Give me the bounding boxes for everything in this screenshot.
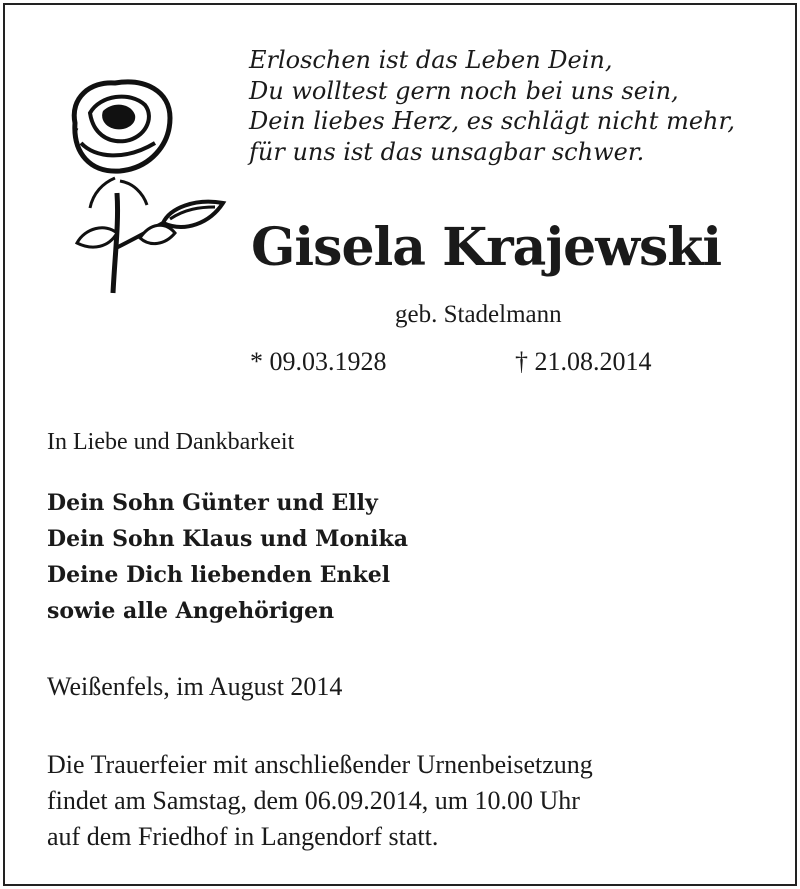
service-line: findet am Samstag, dem 06.09.2014, um 10.00 Uhr: [47, 786, 580, 815]
deceased-name: Gisela Krajewski: [251, 217, 722, 278]
poem-line: Erloschen ist das Leben Dein,: [249, 46, 613, 74]
mourner: Dein Sohn Klaus und Monika: [47, 526, 408, 552]
service-line: auf dem Friedhof in Langendorf statt.: [47, 822, 439, 851]
place-date: Weißenfels, im August 2014: [47, 672, 343, 701]
rose-icon: [45, 73, 235, 298]
maiden-name: geb. Stadelmann: [395, 301, 562, 328]
birth-date: * 09.03.1928: [250, 347, 387, 376]
service-line: Die Trauerfeier mit anschließender Urnenbeisetzung: [47, 750, 593, 779]
mourners-list: [47, 485, 408, 629]
dedication: In Liebe und Dankbarkeit: [47, 429, 295, 455]
mourner: sowie alle Angehörigen: [47, 598, 335, 624]
mourner: Dein Sohn Günter und Elly: [47, 490, 378, 516]
poem-line: Dein liebes Herz, es schlägt nicht mehr,: [249, 107, 735, 135]
obituary-notice: [3, 3, 797, 886]
poem-line: für uns ist das unsagbar schwer.: [249, 137, 645, 166]
poem: [249, 45, 735, 167]
mourner: Deine Dich liebenden Enkel: [47, 562, 391, 588]
death-date: † 21.08.2014: [515, 347, 652, 376]
poem-line: Du wolltest gern noch bei uns sein,: [249, 76, 679, 105]
service-info: [47, 747, 593, 855]
